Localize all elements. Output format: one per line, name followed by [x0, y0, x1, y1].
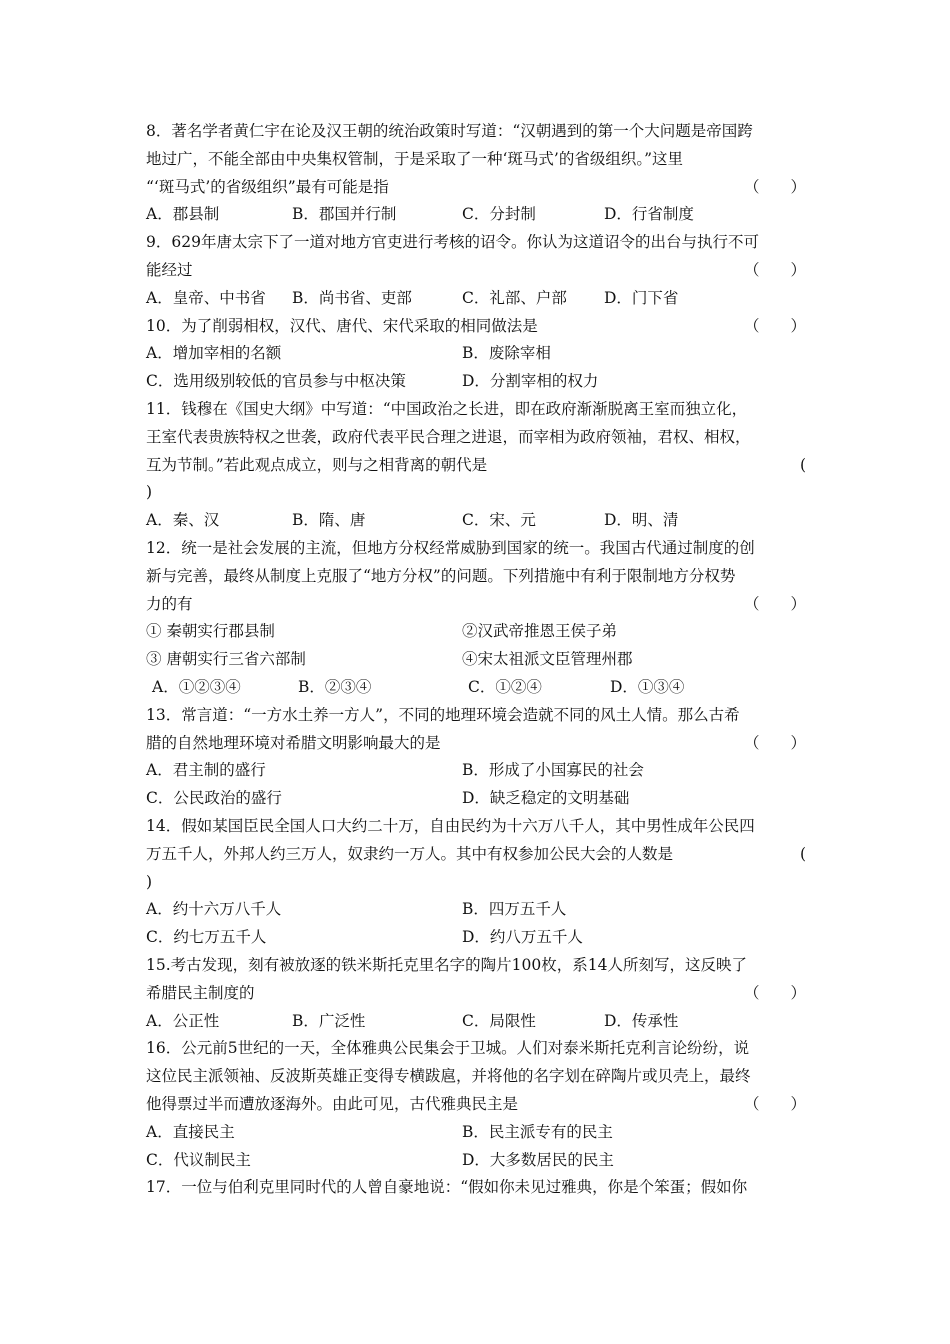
question-11-stem-text: )	[146, 483, 153, 502]
question-13-options-row	[146, 785, 806, 812]
question-12-stem-line	[146, 591, 806, 618]
question-14-stem-text: 万五千人，外邦人约三万人，奴隶约一万人。其中有权参加公民大会的人数是	[146, 844, 674, 863]
answer-bracket: (	[799, 455, 806, 474]
answer-bracket: （ ）	[743, 316, 806, 335]
answer-bracket: （ ）	[743, 594, 806, 613]
question-8-stem-line	[146, 146, 806, 173]
question-16-stem-line	[146, 1063, 806, 1090]
option-C: C．礼部、户部	[462, 288, 567, 307]
question-14-stem-line	[146, 869, 806, 896]
question-16-stem-line	[146, 1091, 806, 1118]
answer-bracket: （ ）	[743, 261, 806, 279]
question-13-stem-line	[146, 702, 806, 729]
question-11-stem-text: 王室代表贵族特权之世袭，政府代表平民合理之进退，而宰相为政府领袖，君权、相权，	[146, 427, 751, 446]
question-11-options-row	[146, 507, 806, 534]
option-A: A．秦、汉	[146, 511, 220, 530]
question-16-stem-text: 这位民主派领袖、反波斯英雄正变得专横跋扈，并将他的名字划在碎陶片或贝壳上，最终	[146, 1067, 751, 1086]
option-A: A．①②③④	[152, 678, 241, 696]
question-9-stem-text: 9．629年唐太宗下了一道对地方官吏进行考核的诏令。你认为这道诏令的出台与执行不可	[146, 233, 759, 252]
answer-bracket: （ ）	[743, 983, 806, 1002]
answer-bracket: （ ）	[743, 733, 806, 752]
question-8-stem-text: “‘斑马式’的省级组织”最有可能是指	[146, 177, 389, 196]
question-8-stem-text: 8．著名学者黄仁宇在论及汉王朝的统治政策时写道：“汉朝遇到的第一个大问题是帝国跨	[146, 122, 753, 140]
question-11-stem-line	[146, 452, 806, 479]
question-11-stem-text: 11．钱穆在《国史大纲》中写道：“中国政治之长进，即在政府渐渐脱离王室而独立化，	[146, 400, 748, 418]
option-C: C．局限性	[462, 1011, 536, 1030]
option-D: D．①③④	[610, 678, 685, 696]
question-13-stem-text: 腊的自然地理环境对希腊文明影响最大的是	[146, 733, 441, 752]
question-16-options-row	[146, 1119, 806, 1146]
option-D: D．门下省	[604, 288, 679, 307]
option-C: C．宋、元	[462, 511, 536, 530]
question-13-stem-text: 13．常言道：“一方水土养一方人”，不同的地理环境会造就不同的风土人情。那么古希	[146, 705, 740, 724]
question-14-stem-text: 14．假如某国臣民全国人口大约二十万，自由民约为十六万八千人，其中男性成年公民四	[146, 817, 755, 835]
question-16-options-row	[146, 1147, 806, 1174]
question-13-options-row	[146, 757, 806, 784]
option-D: D．大多数居民的民主	[462, 1150, 614, 1169]
question-12-options-row	[146, 674, 806, 701]
statement-item: ① 秦朝实行郡县制	[146, 622, 275, 641]
question-9-options-row	[146, 285, 806, 312]
option-A: A．郡县制	[146, 205, 220, 224]
question-16-stem-text: 16．公元前5世纪的一天，全体雅典公民集会于卫城。人们对泰米斯托克利言论纷纷，说	[146, 1039, 750, 1058]
question-11-stem-text: 互为节制。”若此观点成立，则与之相背离的朝代是	[146, 455, 488, 474]
question-15-options-row	[146, 1008, 806, 1035]
statement-item: ③ 唐朝实行三省六部制	[146, 650, 306, 669]
question-15-stem-line	[146, 952, 806, 979]
question-9-stem-line	[146, 257, 806, 284]
statement-item: ④宋太祖派文臣管理州郡	[462, 650, 633, 669]
question-12-stem-line	[146, 535, 806, 562]
question-8-stem-line	[146, 118, 806, 145]
question-14-stem-line	[146, 841, 806, 868]
option-B: B．②③④	[298, 678, 372, 696]
option-A: A．直接民主	[146, 1122, 235, 1141]
option-D: D．行省制度	[604, 205, 694, 224]
option-B: B．广泛性	[292, 1011, 366, 1030]
question-9-stem-text: 能经过	[146, 261, 193, 279]
question-13-stem-line	[146, 730, 806, 757]
question-15-stem-text: 15.考古发现，刻有被放逐的铁米斯托克里名字的陶片100枚，系14人所刻写，这反映了	[146, 956, 747, 974]
option-A: A．约十六万八千人	[146, 900, 282, 919]
question-17-stem-line	[146, 1174, 806, 1201]
question-12-stem-line	[146, 563, 806, 590]
statement-item: ②汉武帝推恩王侯子弟	[462, 622, 618, 641]
option-D: D．缺乏稳定的文明基础	[462, 789, 630, 808]
question-14-stem-line	[146, 813, 806, 840]
question-11-stem-line	[146, 424, 806, 451]
question-9-stem-line	[146, 229, 806, 256]
option-C: C．①②④	[468, 678, 542, 696]
question-16-stem-line	[146, 1035, 806, 1062]
option-D: D．传承性	[604, 1011, 679, 1030]
option-D: D．约八万五千人	[462, 928, 583, 947]
option-D: D．明、清	[604, 511, 679, 530]
question-10-options-row	[146, 368, 806, 395]
option-B: B．郡国并行制	[292, 205, 397, 224]
question-12-statement-row	[146, 646, 806, 673]
question-12-stem-text: 新与完善，最终从制度上克服了“地方分权”的问题。下列措施中有利于限制地方分权势	[146, 566, 736, 585]
question-10-stem-line	[146, 313, 806, 340]
question-15-stem-line	[146, 980, 806, 1007]
option-B: B．隋、唐	[292, 511, 366, 530]
question-8-options-row	[146, 201, 806, 228]
question-14-stem-text: )	[146, 872, 153, 891]
answer-bracket: (	[799, 844, 806, 863]
option-C: C．公民政治的盛行	[146, 789, 282, 808]
answer-bracket: （ ）	[743, 177, 806, 196]
question-16-stem-text: 他得票过半而遭放逐海外。由此可见，古代雅典民主是	[146, 1095, 519, 1113]
question-11-stem-line	[146, 479, 806, 506]
option-C: C．约七万五千人	[146, 928, 267, 947]
question-17-stem-text: 17．一位与伯利克里同时代的人曾自豪地说：“假如你未见过雅典，你是个笨蛋；假如你	[146, 1178, 748, 1197]
option-D: D．分割宰相的权力	[462, 372, 599, 391]
question-14-options-row	[146, 924, 806, 951]
option-A: A．君主制的盛行	[146, 761, 266, 780]
question-10-options-row	[146, 340, 806, 367]
option-B: B．四万五千人	[462, 900, 567, 919]
option-C: C．分封制	[462, 205, 536, 224]
question-15-stem-text: 希腊民主制度的	[146, 983, 255, 1002]
option-B: B．民主派专有的民主	[462, 1122, 613, 1141]
question-10-stem-text: 10．为了削弱相权，汉代、唐代、宋代采取的相同做法是	[146, 316, 538, 335]
question-8-stem-text: 地过广，不能全部由中央集权管制，于是采取了一种‘斑马式’的省级组织。”这里	[146, 149, 684, 168]
option-B: B．尚书省、吏部	[292, 288, 412, 307]
option-B: B．形成了小国寡民的社会	[462, 761, 644, 780]
question-12-stem-text: 12．统一是社会发展的主流，但地方分权经常威胁到国家的统一。我国古代通过制度的创	[146, 539, 755, 557]
answer-bracket: （ ）	[743, 1095, 806, 1113]
question-12-statement-row	[146, 618, 806, 645]
option-A: A．皇帝、中书省	[146, 288, 266, 307]
option-A: A．增加宰相的名额	[146, 344, 282, 363]
question-8-stem-line	[146, 174, 806, 201]
question-11-stem-line	[146, 396, 806, 423]
option-C: C．选用级别较低的官员参与中枢决策	[146, 372, 406, 391]
option-B: B．废除宰相	[462, 344, 551, 363]
question-12-stem-text: 力的有	[146, 594, 193, 613]
option-C: C．代议制民主	[146, 1150, 251, 1169]
option-A: A．公正性	[146, 1011, 220, 1030]
question-14-options-row	[146, 896, 806, 923]
